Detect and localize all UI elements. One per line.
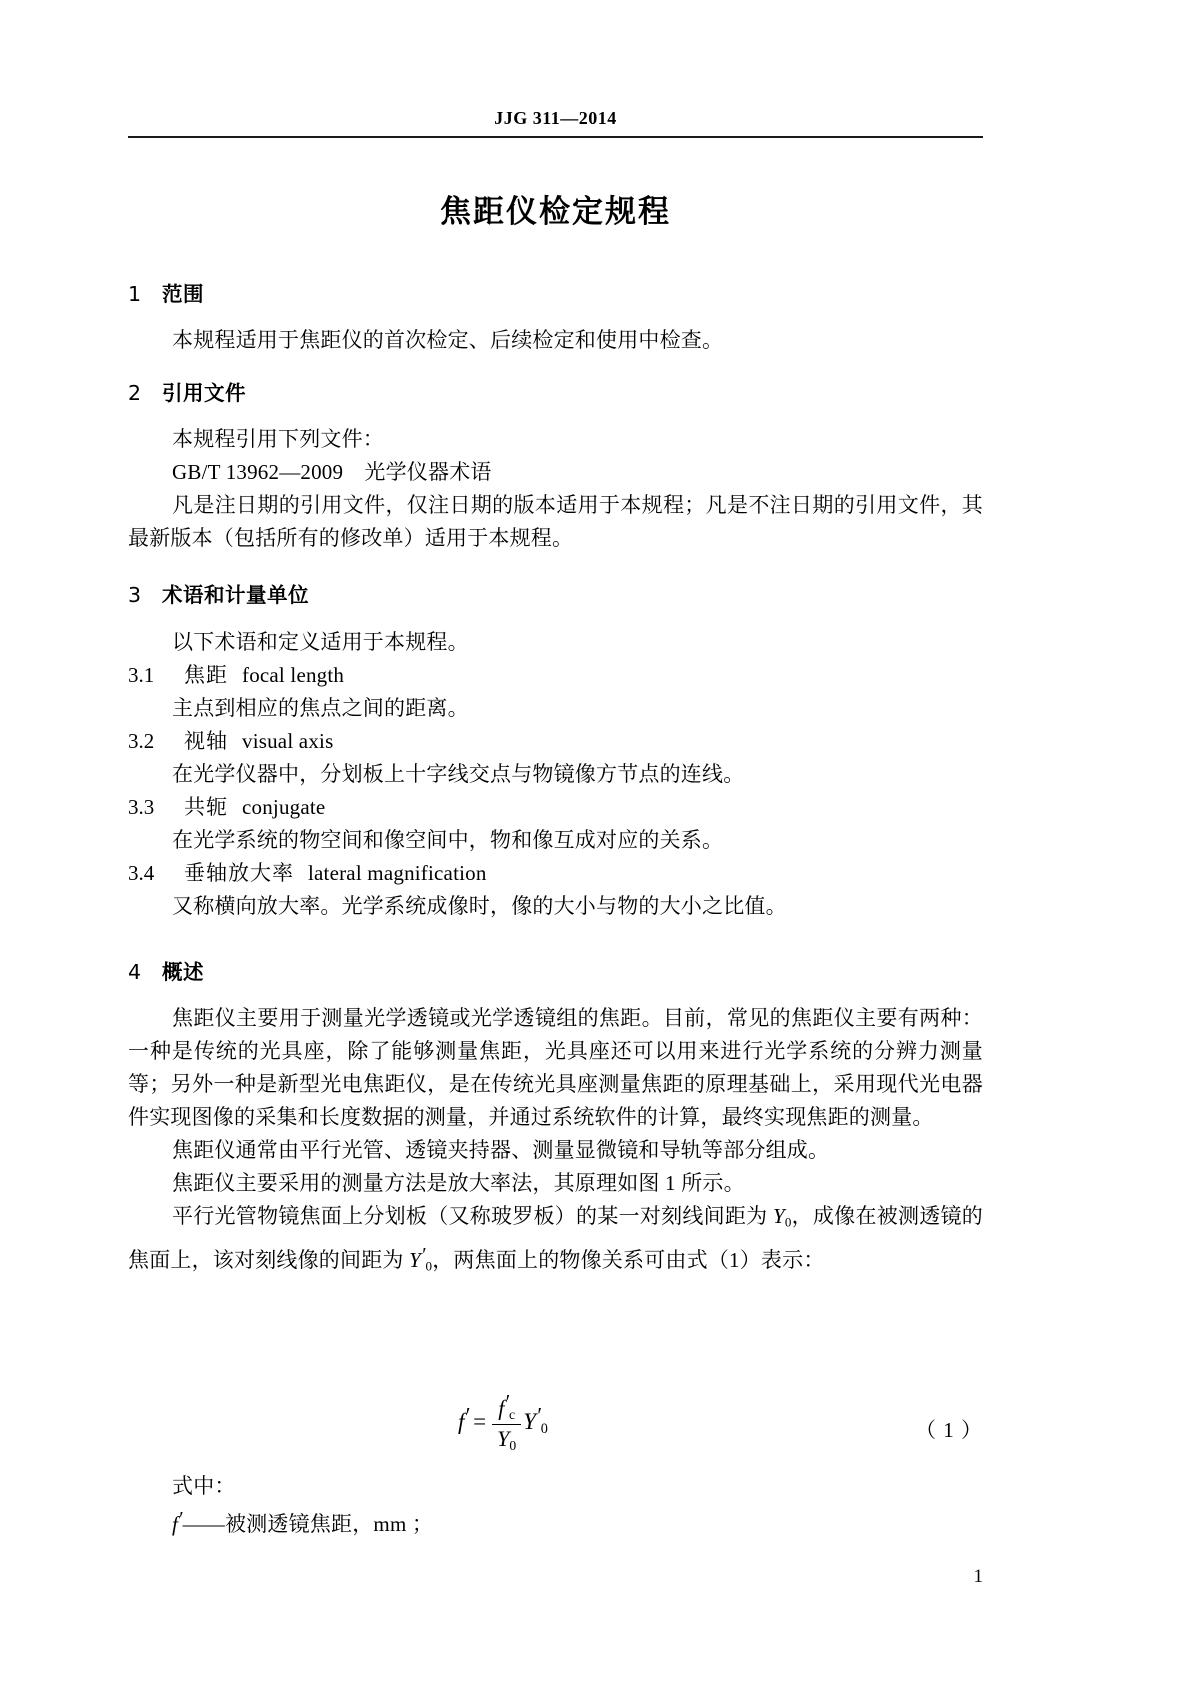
term-entry-3-4 bbox=[128, 857, 983, 890]
equals-sign: = bbox=[473, 1409, 487, 1435]
reference-document: GB/T 13962—2009 光学仪器术语 bbox=[172, 460, 492, 484]
section-title-4: 概述 bbox=[162, 960, 204, 984]
term-name-en: focal length bbox=[242, 663, 345, 687]
section-number-3: 3 bbox=[128, 583, 142, 607]
equation-factor: $Y'_0$ bbox=[523, 1403, 548, 1438]
term-number: 3.2 bbox=[128, 729, 155, 753]
term-name-cn: 垂轴放大率 bbox=[184, 861, 294, 885]
where-item-text: 被测透镜焦距，mm ； bbox=[225, 1511, 434, 1536]
term-name-cn: 焦距 bbox=[184, 663, 228, 687]
term-definition: 又称横向放大率。光学系统成像时，像的大小与物的大小之比值。 bbox=[172, 894, 787, 918]
header-rule bbox=[128, 136, 983, 138]
em-dash: —— bbox=[182, 1511, 226, 1536]
fraction-numerator: $f'_c$ bbox=[492, 1390, 521, 1425]
term-name-cn: 视轴 bbox=[184, 729, 228, 753]
section-body-4 bbox=[128, 1002, 983, 1282]
symbol-f-prime: f′ bbox=[172, 1508, 183, 1536]
where-block bbox=[128, 1470, 983, 1541]
symbol-Y0: $Y_0$ bbox=[772, 1204, 792, 1230]
term-name-en: lateral magnification bbox=[308, 861, 487, 885]
term-entry-3-1 bbox=[128, 659, 983, 692]
page-number: 1 bbox=[973, 1566, 983, 1587]
section-body-1 bbox=[128, 324, 983, 357]
term-entry-3-3 bbox=[128, 791, 983, 824]
standard-code: JJG 311—2014 bbox=[494, 108, 617, 128]
term-definition: 主点到相应的焦点之间的距离。 bbox=[172, 696, 469, 720]
section-heading-2 bbox=[128, 376, 983, 406]
section-number-1: 1 bbox=[128, 282, 142, 306]
section-body-2 bbox=[128, 423, 983, 555]
paragraph: 焦距仪主要用于测量光学透镜或光学透镜组的焦距。目前，常见的焦距仪主要有两种：一种是传统的光具座，除了能够测量焦距，光具座还可以用来进行光学系统的分辨力测量等；另外一种是新型光电焦距仪，是在传统光具座测量焦距的原理基础上，采用现代光电器件实现图像的采集和长度数据的测量，并通过系统软件的计算，最终实现焦距的测量。 bbox=[128, 1006, 983, 1129]
equation-expression bbox=[458, 1392, 548, 1456]
section-number-4: 4 bbox=[128, 960, 142, 984]
symbol-Y0-prime: $Y'_0$ bbox=[409, 1243, 433, 1274]
paragraph: 焦距仪通常由平行光管、透镜夹持器、测量显微镜和导轨等部分组成。 bbox=[172, 1138, 830, 1162]
term-definition: 在光学仪器中，分划板上十字线交点与物镜像方节点的连线。 bbox=[172, 762, 745, 786]
section-number-2: 2 bbox=[128, 381, 142, 405]
term-entry-3-2 bbox=[128, 725, 983, 758]
page-title: 焦距仪检定规程 bbox=[440, 194, 671, 230]
section-title-1: 范围 bbox=[162, 282, 204, 306]
text-fragment: ，两焦面上的物像关系可由式（1）表示： bbox=[432, 1247, 825, 1272]
text-fragment: 平行光管物镜焦面上分划板（又称玻罗板）的某一对刻线间距为 bbox=[172, 1204, 773, 1228]
term-name-en: visual axis bbox=[242, 729, 334, 753]
text-fragment: ，成像在被测透镜的焦面上，该对刻线像的间距为 bbox=[128, 1204, 983, 1272]
fraction-denominator: $Y_0$ bbox=[497, 1426, 517, 1453]
section-title-3: 术语和计量单位 bbox=[162, 583, 309, 607]
term-definition: 在光学系统的物空间和像空间中，物和像互成对应的关系。 bbox=[172, 828, 724, 852]
equation-block-1 bbox=[128, 1392, 983, 1464]
paragraph-intro: 以下术语和定义适用于本规程。 bbox=[172, 630, 469, 654]
section-heading-1 bbox=[128, 277, 983, 307]
running-head bbox=[128, 108, 983, 129]
term-name-en: conjugate bbox=[242, 795, 326, 819]
paragraph-intro: 本规程引用下列文件： bbox=[172, 427, 384, 451]
where-label: 式中： bbox=[172, 1474, 236, 1498]
equation-lhs: f′ bbox=[458, 1403, 470, 1435]
paragraph: 本规程适用于焦距仪的首次检定、后续检定和使用中检查。 bbox=[172, 328, 724, 352]
term-number: 3.3 bbox=[128, 795, 155, 819]
section-title-2: 引用文件 bbox=[162, 381, 246, 405]
section-heading-4 bbox=[128, 955, 983, 985]
section-heading-3 bbox=[128, 578, 983, 608]
equation-number: （ 1 ） bbox=[915, 1418, 983, 1442]
term-name-cn: 共轭 bbox=[184, 795, 228, 819]
section-body-3 bbox=[128, 626, 983, 923]
where-item bbox=[128, 1503, 983, 1541]
paragraph: 凡是注日期的引用文件，仅注日期的版本适用于本规程；凡是不注日期的引用文件，其最新版本（包括所有的修改单）适用于本规程。 bbox=[128, 493, 983, 550]
paragraph-with-symbols bbox=[128, 1200, 983, 1282]
paragraph: 焦距仪主要采用的测量方法是放大率法，其原理如图 1 所示。 bbox=[172, 1171, 745, 1195]
fraction bbox=[492, 1390, 521, 1454]
term-number: 3.4 bbox=[128, 861, 155, 885]
term-number: 3.1 bbox=[128, 663, 155, 687]
